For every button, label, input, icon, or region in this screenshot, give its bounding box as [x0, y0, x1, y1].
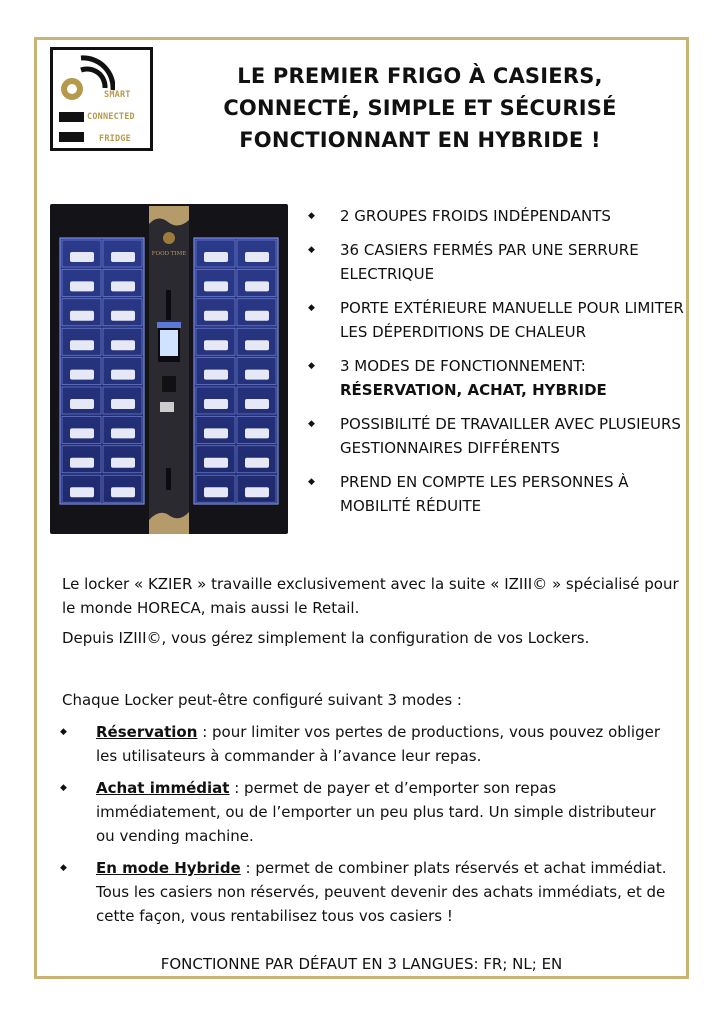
food-container	[70, 311, 94, 321]
mode-desc: : pour limiter vos pertes de productions, vous pouvez obliger les utilisateurs à commander à l’avance leur repas.	[96, 723, 661, 765]
feature-item: ◆ 3 MODES DE FONCTIONNEMENT: RÉSERVATION, ACHAT, HYBRIDE	[306, 354, 686, 402]
food-container	[245, 370, 269, 380]
food-container	[70, 252, 94, 262]
food-container	[111, 487, 135, 497]
mode-term: En mode Hybride	[96, 859, 241, 877]
mode-term: Réservation	[96, 723, 198, 741]
mode-desc: : permet de payer et d’emporter son repas immédiatement, ou de l’emporter un peu plus tard. Un simple distributeur ou vending machine.	[96, 779, 656, 845]
modes-intro: Chaque Locker peut-être configuré suivant 3 modes :	[62, 691, 462, 709]
logo-text-fridge: FRIDGE	[99, 134, 131, 144]
title-line: FONCTIONNANT EN HYBRIDE !	[239, 128, 601, 152]
logo-bar	[59, 112, 84, 122]
food-container	[245, 252, 269, 262]
bullet-icon: ◆	[308, 477, 315, 487]
config-paragraph: Depuis IZIII©, vous gérez simplement la configuration de vos Lockers.	[62, 629, 590, 647]
food-container	[70, 340, 94, 350]
feature-item: ◆ POSSIBILITÉ DE TRAVAILLER AVEC PLUSIEURS GESTIONNAIRES DIFFÉRENTS	[306, 412, 686, 460]
food-container	[111, 252, 135, 262]
feature-item: ◆ 2 GROUPES FROIDS INDÉPENDANTS	[306, 204, 686, 228]
food-container	[70, 428, 94, 438]
bullet-icon: ◆	[60, 783, 67, 793]
food-container	[245, 458, 269, 468]
food-container	[111, 428, 135, 438]
bullet-icon: ◆	[60, 727, 67, 737]
food-container	[204, 370, 228, 380]
food-container	[70, 487, 94, 497]
food-container	[70, 370, 94, 380]
feature-list	[306, 204, 686, 528]
mode-item	[58, 776, 678, 848]
food-container	[204, 458, 228, 468]
mode-desc: : permet de combiner plats réservés et achat immédiat. Tous les casiers non réservés, peuvent devenir des achats immédiats, et de cette façon, vous rentabilisez tous vos casiers !	[96, 859, 667, 925]
feature-item: ◆ PORTE EXTÉRIEURE MANUELLE POUR LIMITER LES DÉPERDITIONS DE CHALEUR	[306, 296, 686, 344]
feature-item: ◆ 36 CASIERS FERMÉS PAR UNE SERRURE ELECTRIQUE	[306, 238, 686, 286]
page-title	[170, 60, 670, 156]
modes-summary: RÉSERVATION, ACHAT, HYBRIDE	[340, 381, 607, 399]
bullet-icon: ◆	[308, 211, 315, 221]
bullet-icon: ◆	[308, 245, 315, 255]
food-container	[245, 340, 269, 350]
languages-footer: FONCTIONNE PAR DÉFAUT EN 3 LANGUES: FR; NL; EN	[160, 955, 563, 973]
food-container	[245, 311, 269, 321]
brand-label: FOOD TIME	[151, 251, 187, 257]
title-line: CONNECTÉ, SIMPLE ET SÉCURISÉ	[223, 96, 617, 120]
food-container	[111, 399, 135, 409]
title-line: LE PREMIER FRIGO À CASIERS,	[237, 64, 603, 88]
food-container	[245, 487, 269, 497]
logo-bar	[59, 132, 84, 142]
bullet-icon: ◆	[308, 303, 315, 313]
feature-item: ◆ PREND EN COMPTE LES PERSONNES À MOBILITÉ RÉDUITE	[306, 470, 686, 518]
food-container	[204, 487, 228, 497]
bullet-icon: ◆	[308, 419, 315, 429]
food-container	[111, 458, 135, 468]
food-container	[245, 428, 269, 438]
mode-item	[58, 856, 678, 928]
food-container	[111, 340, 135, 350]
mode-item	[58, 720, 678, 768]
food-container	[204, 311, 228, 321]
food-container	[111, 311, 135, 321]
food-container	[70, 281, 94, 291]
bullet-icon: ◆	[308, 361, 315, 371]
food-container	[204, 252, 228, 262]
food-container	[204, 281, 228, 291]
food-container	[70, 458, 94, 468]
food-container	[111, 370, 135, 380]
food-container	[70, 399, 94, 409]
food-container	[245, 399, 269, 409]
mode-term: Achat immédiat	[96, 779, 230, 797]
food-container	[111, 281, 135, 291]
ring-icon	[61, 78, 83, 100]
food-container	[245, 281, 269, 291]
modes-list	[58, 720, 678, 936]
smart-fridge-image	[50, 202, 288, 536]
logo-text-smart: SMART	[104, 90, 131, 100]
smart-connected-fridge-logo	[50, 47, 153, 151]
bullet-icon: ◆	[60, 863, 67, 873]
intro-paragraph: Le locker « KZIER » travaille exclusivement avec la suite « IZIII© » spécialisé pour le monde HORECA, mais aussi le Retail.	[62, 575, 679, 617]
logo-text-connected: CONNECTED	[87, 112, 135, 122]
food-container	[204, 399, 228, 409]
food-container	[204, 340, 228, 350]
food-container	[204, 428, 228, 438]
